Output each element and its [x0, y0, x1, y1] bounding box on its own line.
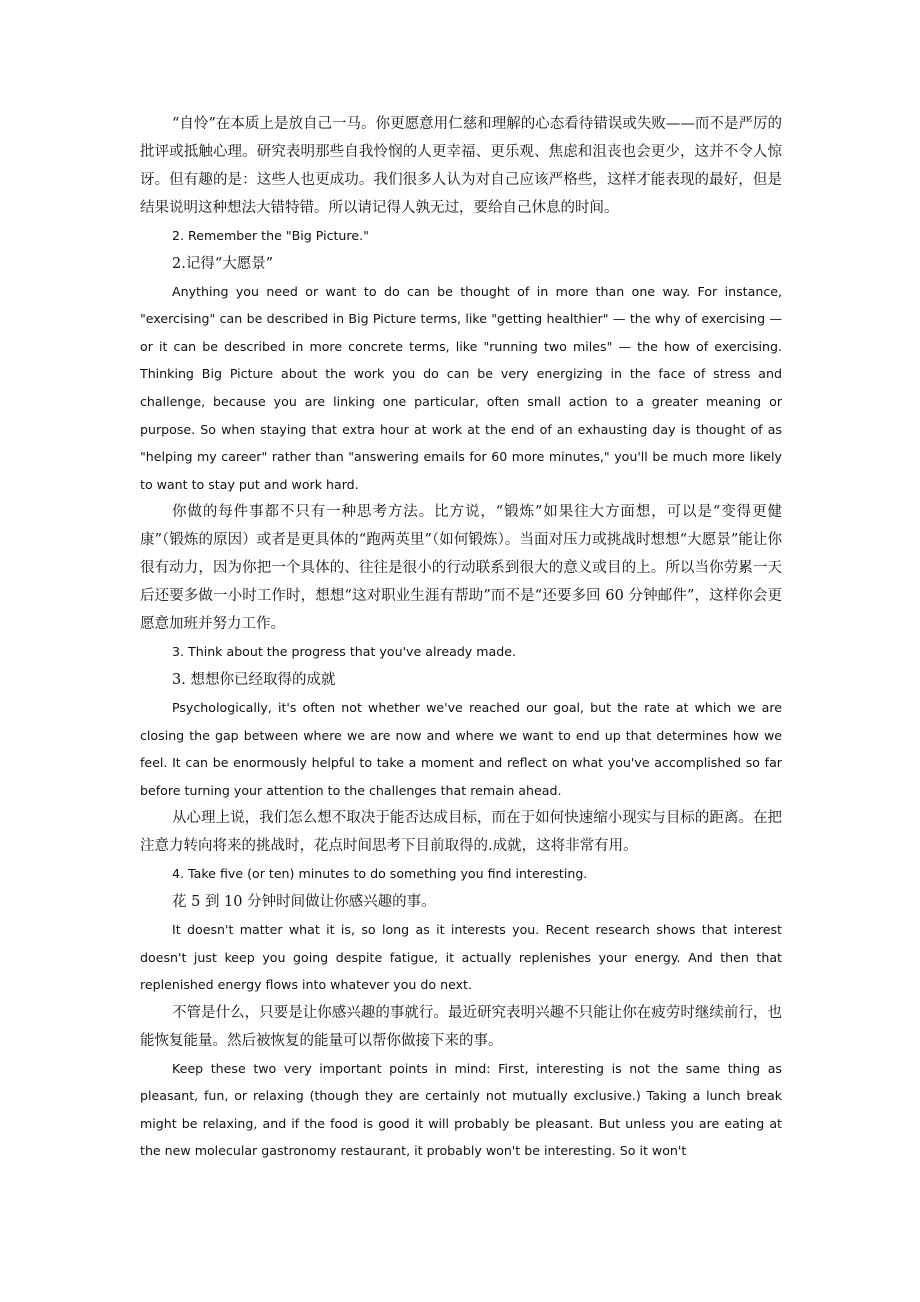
- heading-zh-progress: 3. 想想你已经取得的成就: [172, 671, 336, 688]
- paragraph-en-progress: Psychologically, it's often not whether we've reached our goal, but the rate at which we are closing the gap between where we are now and where we want to end up that determines how we feel. It can be enormously helpful to take a moment and reflect on what you've accomplished so far before turning your attention to the challenges that remain ahead.: [140, 699, 782, 798]
- paragraph-zh-interesting: 不管是什么，只要是让你感兴趣的事就行。最近研究表明兴趣不只能让你在疲劳时继续前行，也能恢复能量。然后被恢复的能量可以帮你做接下来的事。: [140, 1004, 782, 1049]
- heading-en-big-picture: 2. Remember the "Big Picture.": [172, 228, 369, 243]
- paragraph-en-two-points: Keep these two very important points in mind: First, interesting is not the same thing as pleasant, fun, or relaxing (though they are certainly not mutually exclusive.) Taking a lunch break might be relaxing, and if the food is good it will probably be pleasant. But unless you are eating at the new molecular gastronomy restaurant, it probably won't be interesting. So it won't: [140, 1060, 782, 1159]
- paragraph-zh-self-compassion: “自怜”在本质上是放自己一马。你更愿意用仁慈和理解的心态看待错误或失败——而不是严厉的批评或抵触心理。研究表明那些自我怜悯的人更幸福、更乐观、焦虑和沮丧也会更少，这并不令人惊讶。但有趣的是：这些人也更成功。我们很多人认为对自己应该严格些，这样才能表现的最好，但是结果说明这种想法大错特错。所以请记得人孰无过，要给自己休息的时间。: [140, 116, 782, 216]
- paragraph-en-interesting: It doesn't matter what it is, so long as it interests you. Recent research shows that interest doesn't just keep you going despite fatigue, it actually replenishes your energy. And then that replenished energy flows into whatever you do next.: [140, 921, 782, 993]
- document-page: [140, 110, 782, 1165]
- heading-en-interesting: 4. Take five (or ten) minutes to do something you find interesting.: [172, 866, 588, 882]
- heading-zh-big-picture: 2.记得“大愿景”: [172, 255, 274, 272]
- paragraph-zh-progress: 从心理上说，我们怎么想不取决于能否达成目标，而在于如何快速缩小现实与目标的距离。在把注意力转向将来的挑战时，花点时间思考下目前取得的.成就，这将非常有用。: [140, 810, 782, 855]
- paragraph-zh-big-picture: 你做的每件事都不只有一种思考方法。比方说，“锻炼”如果往大方面想，可以是“变得更健康”（锻炼的原因）或者是更具体的“跑两英里”（如何锻炼）。当面对压力或挑战时想想“大愿景”能让你很有动力，因为你把一个具体的、往往是很小的行动联系到很大的意义或目的上。所以当你劳累一天后还要多做一小时工作时，想想“这对职业生涯有帮助”而不是“还要多回 60 分钟邮件”，这样你会更愿意加班并努力工作。: [140, 504, 782, 633]
- heading-zh-interesting: 花 5 到 10 分钟时间做让你感兴趣的事。: [172, 893, 436, 910]
- paragraph-en-big-picture: Anything you need or want to do can be thought of in more than one way. For instance, "exercising" can be described in Big Picture terms, like "getting healthier" — the why of exercising — or it can be described in more concrete terms, like "running two miles" — the how of exercising. Thinking Big Picture about the work you do can be very energizing in the face of stress and challenge, because you are linking one particular, often small action to a greater meaning or purpose. So when staying that extra hour at work at the end of an exhausting day is thought of as "helping my career" rather than "answering emails for 60 more minutes," you'll be much more likely to want to stay put and work hard.: [140, 283, 782, 492]
- heading-en-progress: 3. Think about the progress that you've already made.: [172, 644, 516, 660]
